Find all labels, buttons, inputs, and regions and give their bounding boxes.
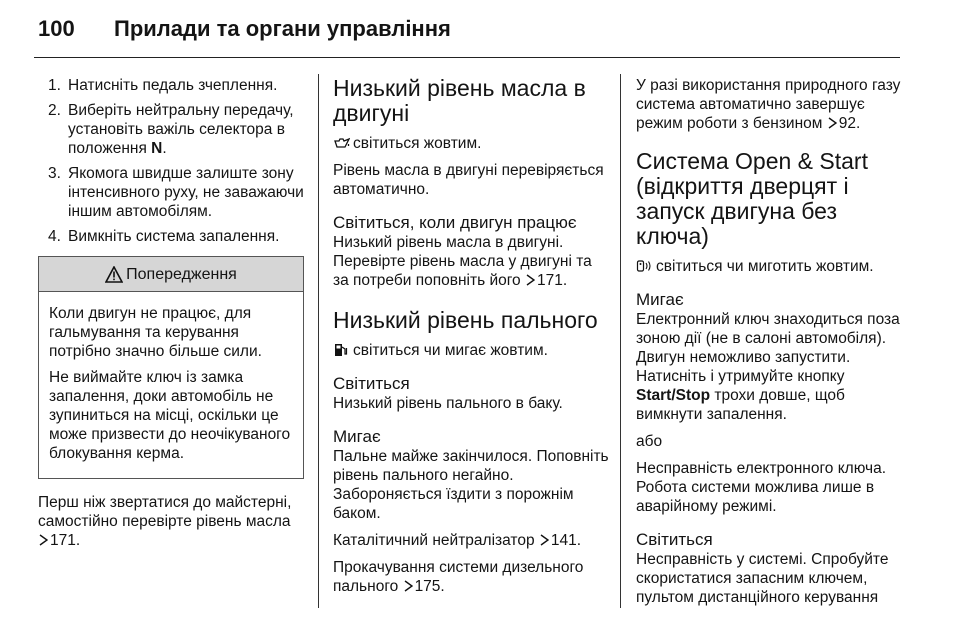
page-ref-arrow-icon — [39, 534, 48, 546]
page-number: 100 — [38, 16, 75, 41]
fuel-section-title: Низький рівень пального — [333, 307, 598, 333]
list-item: 3. Якомога швидше залиште зону інтенсивного руху, не заважаючи іншим автомобілям. — [48, 165, 304, 220]
column-divider-1 — [318, 74, 319, 608]
warning-box — [38, 256, 304, 479]
keyless-lamp-line: світиться чи миготить жовтим. — [636, 257, 908, 276]
page-ref: 171. — [50, 532, 81, 549]
or-text: або — [636, 433, 663, 450]
column-divider-2 — [620, 74, 621, 608]
page-ref-arrow-icon — [404, 580, 413, 592]
list-item: 1. Натисніть педаль зчеплення. — [48, 77, 278, 94]
keyless-blink-text: Електронний ключ знаходиться поза зоною дії (не в салоні автомобіля). Двигун неможливо запустити. Натисніть і утримуйте кнопку Start/Stop трохи довше, щоб вимкнути запалення. — [636, 311, 900, 423]
page-ref-arrow-icon — [526, 274, 535, 286]
keyless-lit-title: Світиться — [636, 530, 713, 549]
start-stop-label: Start/Stop — [636, 387, 711, 404]
diesel-bleed-ref: Прокачування системи дизельного пального 175. — [333, 559, 584, 595]
keyless-blink-title: Мигає — [636, 290, 684, 309]
column-3 — [636, 76, 908, 615]
warning-body — [39, 292, 303, 478]
column-1 — [38, 76, 304, 558]
oil-auto-check: Рівень масла в двигуні перевіряється автоматично. — [333, 162, 604, 198]
column-2 — [333, 76, 609, 604]
page-ref-arrow-icon — [828, 117, 837, 129]
warning-header — [39, 257, 303, 292]
warning-triangle-icon — [105, 266, 123, 283]
page-header — [0, 0, 960, 58]
keyless-key-icon — [636, 259, 653, 273]
oil-lit-text: Низький рівень масла в двигуні. Перевірте рівень масла у двигуні та за потреби поповніть його 171. — [333, 234, 592, 289]
fuel-pump-icon — [333, 343, 350, 357]
open-start-section-title: Система Open & Start (відкриття дверцят і запуск двигуна без ключа) — [636, 148, 868, 249]
cng-note: У разі використання природного газу система автоматично завершує режим роботи з бензином 92. — [636, 77, 901, 132]
keyless-lit-text: Несправність у системі. Спробуйте скористатися запасним ключем, пультом дистанційного керування — [636, 551, 889, 606]
workshop-note: Перш ніж звертатися до майстерні, самостійно перевірте рівень масла 171. — [38, 494, 292, 549]
fuel-blink-text: Пальне майже закінчилося. Поповніть рівень пального негайно. Забороняється їздити з порожнім баком. — [333, 448, 609, 522]
key-fault-text: Несправність електронного ключа. Робота системи можлива лише в аварійному режимі. — [636, 460, 886, 515]
fuel-lit-text: Низький рівень пального в баку. — [333, 395, 563, 412]
catalytic-ref: Каталітичний нейтралізатор 141. — [333, 532, 582, 549]
list-item: 2. Виберіть нейтральну передачу, установіть важіль селектора в положення N. — [48, 102, 294, 157]
warning-title: Попередження — [126, 265, 237, 283]
page-ref-arrow-icon — [540, 534, 549, 546]
warning-text-1: Коли двигун не працює, для гальмування та керування потрібно значно більше сили. — [49, 305, 262, 360]
header-divider — [34, 57, 900, 58]
page-title: Прилади та органи управління — [114, 16, 451, 41]
list-item: 4. Вимкніть система запалення. — [48, 228, 280, 245]
fuel-lit-title: Світиться — [333, 374, 410, 393]
oil-lit-title: Світиться, коли двигун працює — [333, 213, 577, 232]
fuel-blink-title: Мигає — [333, 427, 381, 446]
oil-section-title: Низький рівень масла в двигуні — [333, 75, 586, 126]
oil-can-icon — [333, 136, 350, 150]
oil-lamp-line: світиться жовтим. — [333, 134, 609, 153]
steps-list — [38, 76, 304, 246]
warning-text-2: Не виймайте ключ із замка запалення, доки автомобіль не зупиниться на місці, оскільки це може призвести до неочікуваного блокування керма. — [49, 369, 291, 462]
fuel-lamp-line: світиться чи мигає жовтим. — [333, 341, 609, 360]
